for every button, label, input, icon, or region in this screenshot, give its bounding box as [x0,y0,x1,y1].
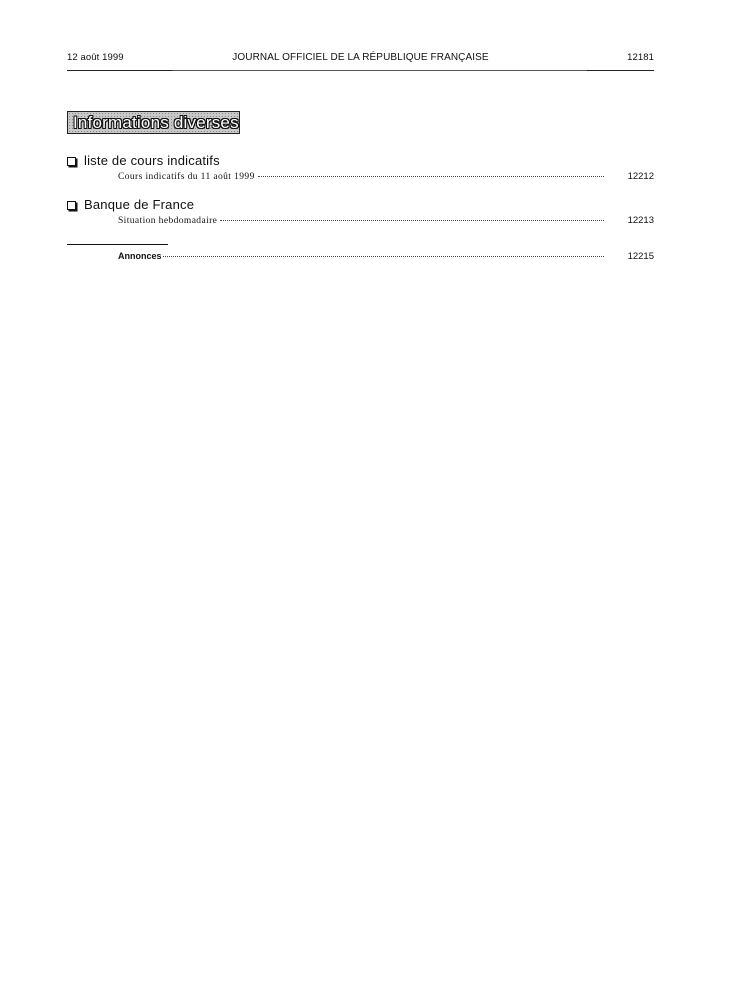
toc-item-cours [118,171,654,183]
toc-item-label: Situation hebdomadaire [118,216,218,226]
header-page-number: 12181 [627,52,654,63]
section-title: Informations diverses [73,113,239,132]
running-header [67,52,654,66]
entry-heading-text: liste de cours indicatifs [84,153,220,168]
toc-item-label: Cours indicatifs du 11 août 1999 [118,172,255,182]
dot-leader [163,256,604,257]
journal-title: JOURNAL OFFICIEL DE LA RÉPUBLIQUE FRANÇAISE [232,52,489,63]
toc-item-annonces [118,251,654,263]
dot-leader [220,220,604,221]
toc-item-page: 12213 [627,215,654,226]
checkbox-icon [67,157,76,166]
checkbox-icon [67,201,76,210]
section-title-box [67,111,240,134]
toc-item-situation [118,215,654,227]
annonces-label: Annonces [118,251,162,261]
header-rule-left [67,70,172,71]
entry-heading-text: Banque de France [84,197,195,212]
toc-item-page: 12212 [627,171,654,182]
entry-heading-cours [67,153,220,171]
dot-leader [258,176,604,177]
header-date: 12 août 1999 [67,52,124,63]
header-rule-center [172,70,587,71]
entry-heading-banque [67,197,194,215]
annonces-page: 12215 [627,251,654,262]
header-rule-right [587,70,654,71]
separator-rule [67,244,168,245]
